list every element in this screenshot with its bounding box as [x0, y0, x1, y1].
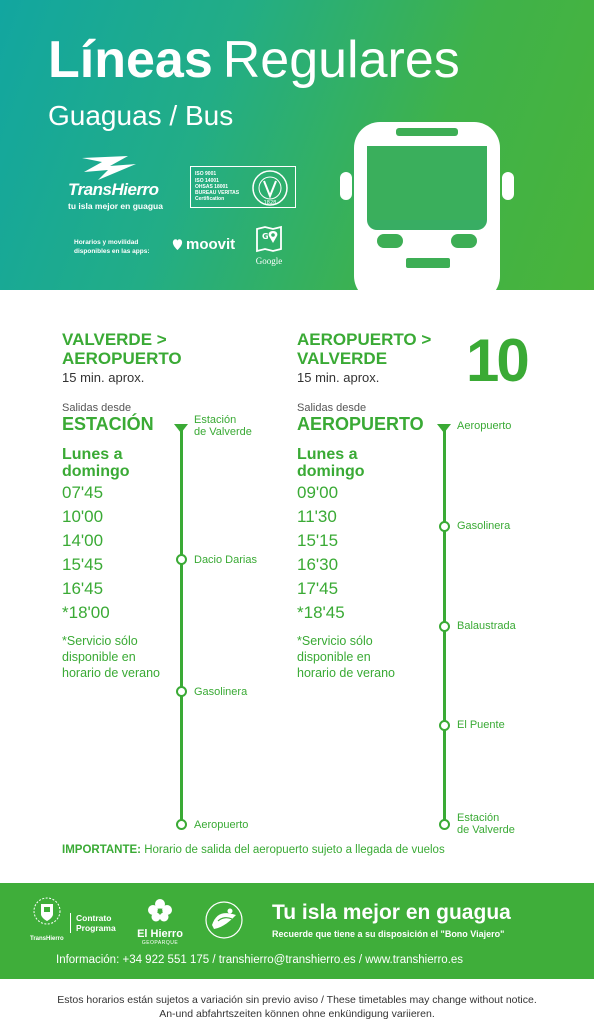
biosfera-reserve-icon [204, 899, 244, 941]
route-b-heading: AEROPUERTO > VALVERDE [297, 330, 432, 368]
company-tagline: tu isla mejor en guagua [68, 201, 163, 211]
page-subtitle: Guaguas / Bus [48, 100, 234, 131]
time-entry: 10'00 [62, 507, 104, 526]
disclaimer: Estos horarios están sujetos a variación sin previo aviso / These timetables may change without notice. An-und abfahrtszeiten können ohne enkündigung variieren. [57, 994, 537, 1020]
title-light: Regulares [222, 31, 460, 89]
stop-marker-icon [439, 521, 450, 532]
route-a-departure-label: Salidas desde [62, 402, 132, 414]
route-a-times [62, 481, 110, 625]
time-entry: 09'00 [297, 483, 339, 502]
cabildo-crest-icon [30, 897, 64, 933]
slogan: Tu isla mejor en guagua [272, 901, 511, 924]
moovit-pin-icon [171, 238, 184, 251]
route-a-departure-point: ESTACIÓN [62, 414, 154, 434]
time-entry: 14'00 [62, 531, 104, 550]
google-maps-logo[interactable]: G Google [254, 225, 284, 266]
header-banner [0, 0, 594, 290]
time-entry: 15'15 [297, 531, 339, 550]
bureau-veritas-seal-icon [251, 169, 289, 207]
route-a-stop: Estación de Valverde [194, 414, 252, 438]
route-a-heading: VALVERDE > AEROPUERTO [62, 330, 182, 368]
svg-text:G: G [262, 232, 269, 241]
route-b-duration: 15 min. aprox. [297, 370, 380, 385]
route-a-stop: Dacio Darias [194, 554, 257, 566]
apps-availability-text: Horarios y movilidad disponibles en las apps: [74, 239, 150, 255]
route-b-departure-point: AEROPUERTO [297, 414, 424, 434]
route-b-departure-label: Salidas desde [297, 402, 367, 414]
time-entry: 16'45 [62, 579, 104, 598]
company-name: TransHierro [68, 180, 159, 199]
bus-icon [340, 120, 530, 290]
time-entry: 11'30 [297, 507, 337, 526]
route-a-stop: Aeropuerto [194, 819, 249, 831]
route-b-days: Lunes a domingo [297, 446, 365, 480]
route-b-stop: Balaustrada [457, 620, 516, 632]
stop-marker-icon [176, 819, 187, 830]
contrato-programa: Contrato Programa [70, 913, 116, 933]
route-b-stop: Estación de Valverde [457, 812, 515, 836]
stop-marker-icon [439, 819, 450, 830]
time-entry: 16'30 [297, 555, 339, 574]
page-title [48, 30, 460, 90]
transhierro-swoosh-icon [68, 152, 148, 182]
stop-marker-icon [439, 621, 450, 632]
title-bold: Líneas [48, 31, 213, 89]
route-b-times [297, 481, 345, 625]
el-hierro-geoparque-logo: El Hierro GEOPARQUE [134, 898, 186, 946]
important-notice: IMPORTANTE: Horario de salida del aeropuerto sujeto a llegada de vuelos [62, 844, 445, 856]
time-entry: *18'00 [62, 603, 110, 622]
stop-marker-icon [176, 686, 187, 697]
transhierro-logo [68, 152, 178, 211]
route-b-stop: Aeropuerto [457, 420, 512, 432]
cabildo-logo: TransHierro [30, 897, 64, 942]
route-a-stop: Gasolinera [194, 686, 248, 698]
stop-marker-icon [439, 720, 450, 731]
route-b-stop: Gasolinera [457, 520, 511, 532]
google-maps-icon [254, 225, 284, 253]
route-a-days: Lunes a domingo [62, 446, 130, 480]
svg-text:1828: 1828 [263, 200, 277, 206]
stop-marker-icon [176, 554, 187, 565]
line-number: 10 [466, 327, 527, 394]
time-entry: 15'45 [62, 555, 104, 574]
route-a-duration: 15 min. aprox. [62, 370, 145, 385]
time-entry: 17'45 [297, 579, 339, 598]
time-entry: *18'45 [297, 603, 345, 622]
route-a-line [180, 430, 183, 824]
route-b-stop: El Puente [457, 719, 505, 731]
contact-info[interactable]: Información: +34 922 551 175 / transhierro@transhierro.es / www.transhierro.es [56, 954, 464, 966]
moovit-logo[interactable]: moovit [171, 236, 235, 253]
el-hierro-flower-icon [147, 898, 173, 922]
route-a-note: *Servicio sólo disponible en horario de verano [62, 634, 160, 680]
bono-viajero-note: Recuerde que tiene a su disposición el "Bono Viajero" [272, 929, 505, 939]
time-entry: 07'45 [62, 483, 104, 502]
footer-banner [0, 883, 594, 979]
route-b-note: *Servicio sólo disponible en horario de verano [297, 634, 395, 680]
iso-certification-badge: ISO 9001 ISO 14001 OHSAS 18001 BUREAU VERITAS Certification 1828 [190, 166, 296, 208]
